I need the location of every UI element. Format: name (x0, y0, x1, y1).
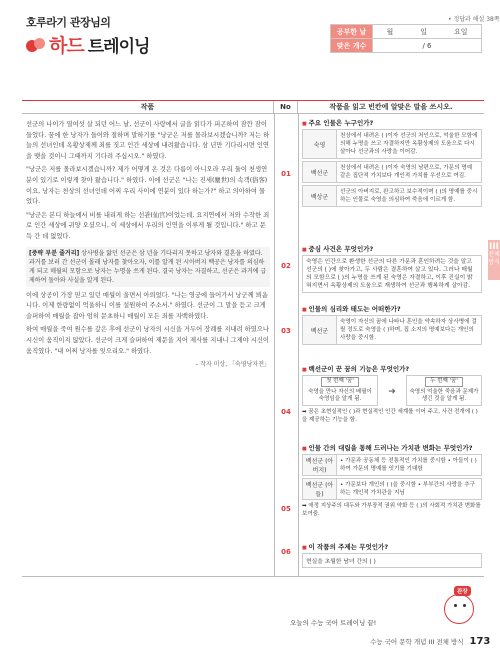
passage-source: – 작자 미상, 「숙영낭자전」 (195, 361, 270, 369)
whistle-icon (26, 38, 46, 52)
character-label: 숙영 (303, 130, 337, 158)
question-title: ■ 중심 사건은 무엇인가? (302, 244, 482, 253)
character-description[interactable]: 천상에서 내려온 ( )이자 선군의 처인으로, 억울한 모함에 의해 누명을 쓰고 자결하지만 옥황상제의 도움으로 다시 살아나 선군과의 사랑을 이어감. (340, 133, 478, 155)
footer-text: 수능 국어 문학 개념 III 전체 방식 (370, 638, 464, 646)
question-06 (302, 542, 482, 568)
question-number: 02 (281, 262, 291, 270)
question-number: 04 (281, 408, 291, 416)
second-dream-text: 숙영의 억울한 죽음과 문제가 생긴 것을 알게 됨. (409, 388, 479, 402)
character-description[interactable]: 천상에서 내려온 ( )이자 숙영의 남편으로, 가문의 명예 같은 집단적 가치보다 개인적 가치를 우선으로 여김. (340, 165, 473, 179)
character-label: 백상군 (303, 186, 337, 206)
character-label: 백선군 (303, 162, 337, 182)
page-title (26, 14, 149, 58)
value-row-text[interactable]: • 가문과 공동체 등 전통적인 가치를 중시함 • 아들이 ( )하여 가문의 명예를 잇기를 기대함 (340, 458, 477, 472)
question-02 (302, 244, 482, 293)
study-date-cells[interactable] (373, 25, 482, 39)
plot-summary-box (26, 247, 270, 287)
score-label: 맞은 개수 (331, 39, 373, 53)
character-row (302, 185, 482, 207)
passage-paragraph: "낭군은 저를 몰라보시겠습니까? 제가 어떻게 온 것은 다름이 아니오라 우리 둘이 천생연분이 있기로 이렇게 찾아 왔습니다." 하였다. 이에 선군은 "나는 진세(塵世)의 속객(俗客)이요, 낭자는 천상의 선녀인데 어찌 우리 사이에 연분이 있다 하는가?" 하고 의아하여 물었다. (26, 166, 268, 206)
question-number: 06 (281, 548, 291, 556)
page-number: 173 (469, 636, 491, 647)
question-01 (302, 118, 482, 209)
table-bottom-line (22, 576, 484, 577)
column-divider (298, 114, 299, 576)
question-title: ■ 백선군이 꾼 꿈의 기능은 무엇인가? (302, 364, 482, 373)
score-value[interactable]: / 6 (373, 39, 482, 53)
header-question: 작품을 읽고 빈칸에 알맞은 말을 쓰시오. (329, 103, 453, 111)
passage-paragraph: 선군의 나이가 열여섯 살 되던 어느 날, 선군이 사랑에서 글을 읽다가 피곤하여 잠깐 잠이 들었다. 꿈에 한 낭자가 들어와 절하며 말하기를 "낭군은 저를 몰라보시겠습니까? 저는 하늘의 선녀인데 옥황상제께 죄를 짓고 인간 세상에 내려왔습니다. 삼 년만 기다리시면 인연을 맺을 것이니 그때까지 기다려 주십시오." 하였다. (26, 121, 270, 160)
page-footer (370, 636, 490, 647)
passage-paragraph: 이에 상공이 가장 믿고 있던 매월이 울면서 아뢰었다. "나는 영궁에 들어가서 낭군께 뵈옵니다. 이제 한량없이 억울하니 이를 설원하여 주소서." 하였다. 선군이 그 말을 듣고 크게 슬퍼하여 매월을 잡아 엄히 문초하니 매월이 모든 죄를 자백하였다. (26, 291, 268, 320)
passage-paragraph: "낭군은 본디 하늘에서 비를 내리게 하는 선관(仙官)이었는데, 요지연에서 저와 수작한 죄로 인간 세상에 귀양 오셨으니, 이 세상에서 우리의 인연을 이루게 될 것입니다." 하고 문득 간 데 없었다. (26, 211, 270, 240)
character-row (302, 315, 482, 345)
question-03 (302, 304, 482, 347)
summary-label: [중략 부분 줄거리] (29, 249, 80, 257)
passage-paragraph: 하여 매월을 죽여 원수를 갚은 후에 선군이 낭자의 시신을 거두어 장례를 지내려 하였으나 시신이 움직이지 않았다. 선군이 크게 슬퍼하여 제문을 지어 제사를 지내니 그제야 시신이 움직였다. "내 어찌 낭자를 잊으리오." 하였다. (26, 326, 269, 355)
question-title: ■ 인물의 심리와 태도는 어떠한가? (302, 304, 482, 313)
value-row-label: 백선군 (아버지) (303, 455, 337, 475)
title-red-word: 하드 (49, 35, 84, 57)
character-description[interactable]: 선군의 아버지로, 완고하고 보수적이며 ( )의 명예를 중시하는 인물로 숙영을 의심하여 죽음에 이르게 함. (340, 189, 478, 203)
second-dream-tag: 두 번째 '꿈' (425, 377, 463, 387)
value-row (302, 478, 482, 500)
question-number: 01 (281, 170, 291, 178)
value-change-note[interactable]: ➡ 애정 지상주의 대두와 가부장적 권위 약화 등 ( )의 사회적 가치관 변화를 보여줌. (302, 503, 481, 517)
answer-blank-text[interactable]: 숙영은 인간으로 환생한 선군의 다른 가문과 혼인하려는 것을 알고 선군의 ( )에 찾아가고, 두 사람은 결혼하여 살고 있다. 그러나 매월의 모함으로 ( )의 누명을 쓰게 된 숙영은 자결하고, 이후 진실이 밝혀지면서 옥황상제의 도움으로 재생하여 선군과 행복하게 살아감. (302, 255, 482, 293)
chapter-side-tab[interactable] (488, 240, 500, 280)
mascot-badge: 관장 (454, 586, 471, 596)
study-record-table (330, 24, 482, 53)
dream-function-note[interactable]: ➡ 꿈은 초현실적인 ( )과 현실적인 인간 세계를 이어 주고, 사건 전개에 ( )을 제공하는 기능을 함. (302, 408, 478, 423)
character-row (302, 161, 482, 183)
title-black-word: 트레이닝 (87, 37, 150, 57)
first-dream-box (302, 375, 378, 406)
question-05 (302, 443, 482, 518)
second-dream-box (406, 375, 482, 406)
dream-flow (302, 375, 482, 406)
question-title: ■ 주요 인물은 누구인가? (302, 118, 482, 127)
question-number: 03 (281, 327, 291, 335)
question-number: 05 (281, 505, 291, 513)
header-passage: 작품 (22, 101, 274, 113)
first-dream-text: 숙영을 만나 자신의 배필이 숙영임을 알게 됨. (308, 388, 372, 402)
coach-mascot (438, 586, 482, 628)
theme-answer[interactable]: 현실을 초월한 남녀 간의 ( ) (302, 553, 482, 568)
character-label: 백선군 (303, 316, 337, 344)
literary-passage (26, 120, 270, 371)
summary-text: 상사병을 앓던 선군은 삼 년을 기다리지 못하고 낭자와 결혼을 하였다. 과거를 보러 간 선군이 몰래 낭자를 찾아오자, 이를 알게 된 시아버지 백공은 낭자를 의심하게 되고 매월의 모함으로 낭자는 누명을 쓰게 된다. 결국 낭자는 자결하고, 선군은 과거에 급제하여 돌아와 사실을 알게 된다. (29, 249, 267, 284)
mascot-eye (454, 604, 457, 607)
chapter-label: 전체 방식 (488, 251, 500, 266)
closing-message: 오늘의 수능 국어 트레이닝 끝! (290, 619, 377, 627)
question-title: ■ 이 작품의 주제는 무엇인가? (302, 542, 482, 551)
character-description[interactable]: 숙영이 자신의 꿈에 나타나 혼인을 약속하자 상사병에 걸릴 정도로 숙영을 ( )하며, 집 소지의 명예보다는 개인의 사랑을 중시함. (340, 319, 477, 341)
first-dream-tag: 첫 번째 '꿈' (321, 377, 359, 387)
weekday-cell: 요일 (453, 27, 468, 36)
answer-reference-note: • 정답과 해설 38쪽 (448, 16, 500, 23)
table-header (22, 100, 484, 114)
column-divider (274, 114, 275, 576)
day-cell: 일 (420, 27, 427, 36)
value-row-label: 백선군 (아들) (303, 479, 337, 499)
chapter-roman: III (488, 242, 500, 252)
mascot-body (444, 594, 474, 624)
month-cell: 월 (386, 27, 394, 36)
header-no: No (274, 101, 298, 113)
value-row (302, 454, 482, 476)
question-title: ■ 인물 간의 대립을 통해 드러나는 가치관 변화는 무엇인가? (302, 443, 482, 452)
study-date-label: 공부한 날 (331, 25, 373, 39)
title-subtitle: 호루라기 관장님의 (26, 16, 111, 29)
character-row (302, 129, 482, 159)
arrow-right-icon: ➜ (388, 387, 396, 397)
question-04 (302, 364, 482, 424)
mascot-eye (463, 604, 466, 607)
value-row-text[interactable]: • 가문보다 개인의 ( )을 중시함 • 부부간의 사랑을 추구하는 개인적 가치관을 지님 (340, 482, 476, 496)
